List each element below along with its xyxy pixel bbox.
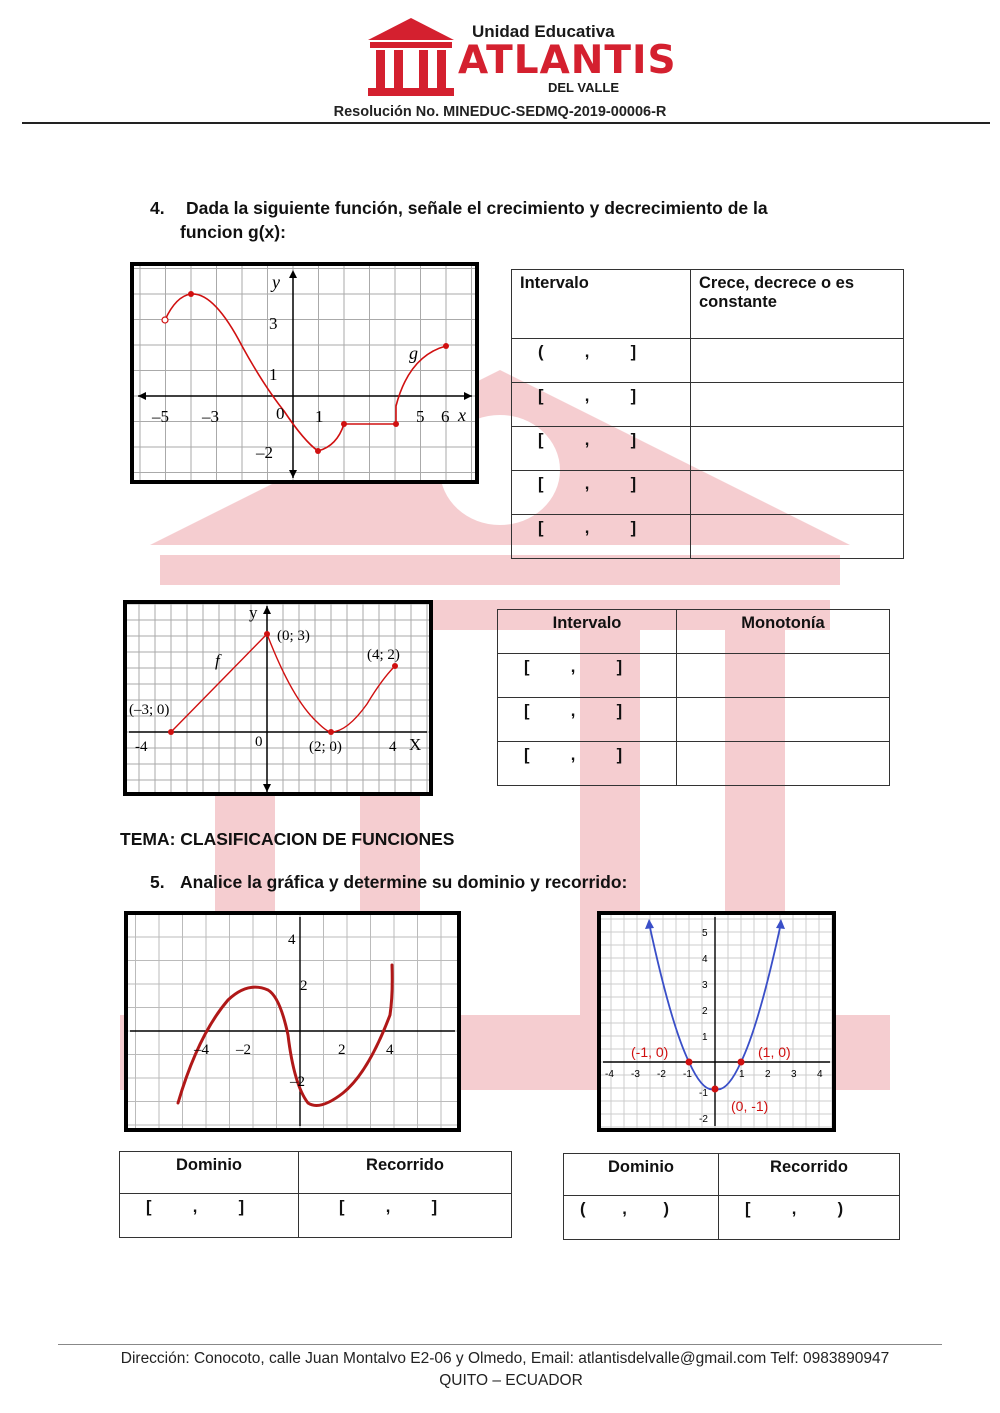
curve-cubic [178,965,392,1105]
graph-parabola-plot [601,915,832,1128]
answer-cell[interactable] [691,471,904,515]
answer-cell[interactable] [691,427,904,471]
open-bracket: [ [538,387,544,405]
x-label: x [458,405,466,425]
point-label: (4; 2) [367,647,400,663]
graph-parabola [597,911,836,1132]
x-tick: 5 [416,407,425,426]
comma: , [584,475,590,493]
x-tick: 1 [315,407,324,426]
y-tick: 2 [300,978,308,994]
close-bracket: ] [630,475,637,493]
point-label: (1, 0) [758,1044,791,1060]
q5-table1 [119,1151,512,1238]
q5-number: 5. [150,872,165,892]
open-bracket: ( [580,1200,586,1218]
col-monotonia: Monotonía [677,610,890,654]
q4-text2: funcion g(x): [180,222,286,242]
x-tick: 0 [276,404,285,423]
point-label: (0; 3) [277,628,310,644]
comma: , [570,746,576,764]
q5-table2 [563,1153,900,1240]
y-tick: 5 [702,928,708,939]
open-point [162,317,168,323]
point-label: (2; 0) [309,739,342,755]
close-bracket: ] [630,343,637,361]
x-tick: 6 [441,407,450,426]
topic-title: TEMA: CLASIFICACION DE FUNCIONES [120,829,455,849]
school-logo-icon [366,18,456,98]
x-tick: 1 [739,1069,745,1080]
x-tick: -2 [657,1069,666,1080]
q4-table [511,269,904,559]
x-tick: –2 [236,1042,251,1058]
q4-text: Dada la siguiente función, señale el crecimiento y decrecimiento de la [186,198,768,218]
table-row [512,383,904,427]
table-row [498,742,890,786]
x-tick: -3 [631,1069,640,1080]
graph-f [123,600,433,796]
col-recorrido: Recorrido [719,1154,900,1196]
col-recorrido: Recorrido [299,1152,512,1194]
point-label: (–3; 0) [129,702,170,718]
comma: , [791,1200,797,1218]
point [168,729,174,735]
table-row [120,1194,512,1238]
close-bracket: ] [616,702,623,720]
open-bracket: [ [524,702,530,720]
org-line1: Unidad Educativa [472,22,615,41]
point [341,421,347,427]
comma: , [584,343,590,361]
table-row [564,1196,900,1240]
answer-cell[interactable] [677,654,890,698]
comma: , [385,1198,391,1216]
open-bracket: [ [524,746,530,764]
table-row [512,515,904,559]
point [315,448,321,454]
org-line3: DEL VALLE [548,80,620,95]
x-tick: 2 [765,1069,771,1080]
graph-cubic-plot [128,915,457,1128]
y-tick: –2 [256,443,273,462]
open-bracket: [ [146,1198,152,1216]
close-bracket: ) [837,1200,844,1218]
y-tick: 2 [702,1006,708,1017]
x-tick: –4 [194,1042,209,1058]
close-bracket: ) [663,1200,669,1218]
comma: , [570,658,576,676]
table-row [512,339,904,383]
point [188,291,194,297]
point [392,663,398,669]
answer-cell[interactable] [691,515,904,559]
col-crece: Crece, decrece o es constante [691,270,904,339]
open-bracket: [ [538,475,544,493]
func-label: g [409,343,418,363]
x-tick: 4 [817,1069,823,1080]
y-tick: -1 [699,1088,708,1099]
func-label: f [215,651,220,670]
y-tick: 1 [702,1032,708,1043]
comma: , [584,519,590,537]
footer-city: QUITO – ECUADOR [439,1372,583,1389]
table-row [512,427,904,471]
x-tick: -1 [683,1069,692,1080]
y-tick: -2 [699,1114,708,1125]
q5-text: Analice la gráfica y determine su dominio y recorrido: [180,872,628,892]
close-bracket: ] [630,431,637,449]
close-bracket: ] [630,519,637,537]
answer-cell[interactable] [691,339,904,383]
graph-cubic [124,911,461,1132]
x-tick: 3 [791,1069,797,1080]
footer-address: Dirección: Conocoto, calle Juan Montalvo E2-06 y Olmedo, Email: atlantisdelvalle@gmail.com Telf: 0983890947 [120,1350,890,1367]
x-label: X [409,735,422,754]
point [393,421,399,427]
point [686,1059,693,1066]
x-tick: –5 [152,407,169,426]
close-bracket: ] [630,387,637,405]
x-tick: 2 [338,1042,346,1058]
answer-cell[interactable] [677,698,890,742]
graph-g-plot [134,266,475,480]
open-bracket: [ [524,658,530,676]
col-dominio: Dominio [564,1154,719,1196]
y-tick: 4 [702,954,708,965]
y-tick: 1 [269,365,278,384]
q4-number: 4. [150,198,165,218]
point-label: (-1, 0) [631,1044,669,1060]
curve-g [165,294,344,451]
table-row [498,654,890,698]
y-tick: –2 [290,1074,305,1090]
graph-f-plot [127,604,429,792]
close-bracket: ] [616,658,623,676]
point [328,729,334,735]
graph-g [130,262,479,484]
x-tick: -4 [605,1069,614,1080]
header-divider [22,122,990,124]
x-tick: 4 [386,1042,394,1058]
open-bracket: [ [339,1198,345,1216]
close-bracket: ] [238,1198,245,1216]
comma: , [570,702,576,720]
x-tick: -4 [135,739,148,755]
point-label: (0, -1) [731,1098,769,1114]
point [264,631,270,637]
col-dominio: Dominio [120,1152,299,1194]
close-bracket: ] [431,1198,438,1216]
table-row [498,698,890,742]
col-intervalo: Intervalo [498,610,677,654]
table-row [512,471,904,515]
open-bracket: [ [538,519,544,537]
x-tick: 4 [389,739,397,755]
answer-cell[interactable] [677,742,890,786]
comma: , [622,1200,627,1218]
point [738,1059,745,1066]
y-tick: 3 [702,980,708,991]
close-bracket: ] [616,746,623,764]
point [443,343,449,349]
open-bracket: [ [745,1200,751,1218]
y-tick: 3 [269,314,278,333]
comma: , [584,431,590,449]
footer-divider [58,1344,942,1345]
y-tick: 4 [288,932,296,948]
col-intervalo: Intervalo [512,270,691,339]
answer-cell[interactable] [691,383,904,427]
resolution-number: Resolución No. MINEDUC-SEDMQ-2019-00006-R [333,104,667,120]
open-bracket: ( [538,343,544,361]
point [712,1086,719,1093]
y-label: y [272,272,280,292]
org-name: ATLANTIS [458,38,677,83]
x-tick: –3 [202,407,219,426]
y-label: y [249,604,258,622]
x-tick: 0 [255,734,263,750]
comma: , [584,387,590,405]
open-bracket: [ [538,431,544,449]
comma: , [192,1198,198,1216]
q4b-table [497,609,890,786]
